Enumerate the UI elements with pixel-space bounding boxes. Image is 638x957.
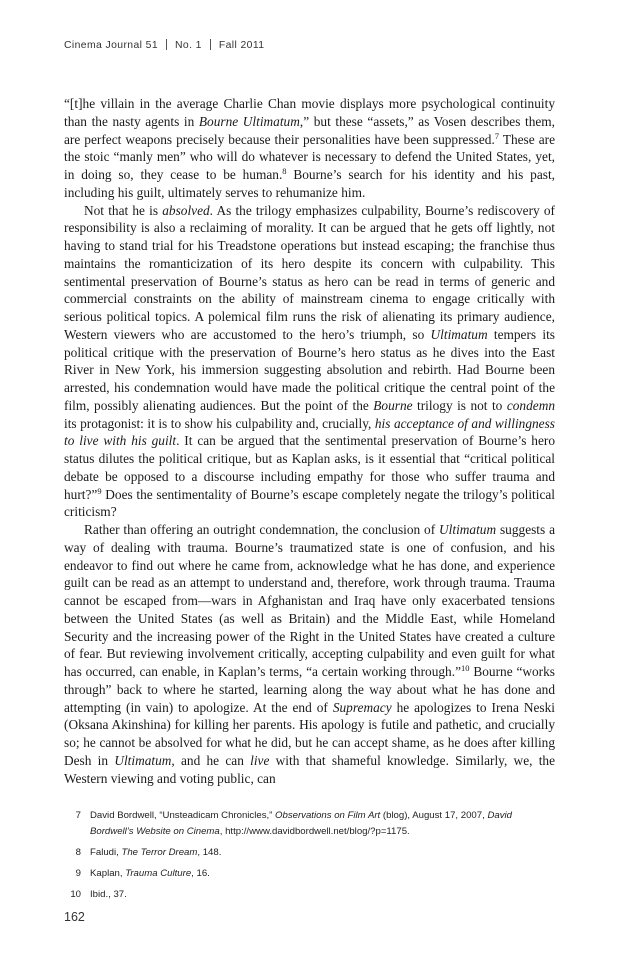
footnote [64, 866, 555, 882]
paragraph-3: Rather than offering an outright condemnation, the conclusion of Ultimatum suggests a way of dealing with trauma. Bourne’s traumatized state is one of confusion, and his endeavor to find out where he came from, acknowledge what he has done, and experience guilt can be read as an attempt to understand and, therefore, work through trauma. Trauma cannot be escaped from—wars in Afghanistan and Iraq have only exacerbated tensions between the United States (as well as Britain) and the Middle East, while Homeland Security and the increasing power of the Right in the United States have created a culture of fear. But reviewing involvement critically, accepting culpability and even guilt for what has occurred, can enable, in Kaplan’s terms, “a certain working through.”$^{10}$ Bourne “works through” back to where he started, learning along the way about what he has done and attempting (in vain) to apologize. At the end of Supremacy he apologizes to Irena Neski (Oksana Akinshina) for killing her parents. His apology is futile and pathetic, and crucially so; he cannot be absolved for what he did, but he can accept shame, as he does after killing Desh in Ultimatum, and he can live with that shameful knowledge. Similarly, we, the Western viewing and voting public, can [64, 522, 555, 786]
footnote-text: Kaplan, Trauma Culture, 16. [90, 868, 210, 879]
footnote-ref[interactable]: 9 [97, 485, 102, 496]
footnote-number: 8 [75, 847, 81, 858]
footnote-text: David Bordwell, “Unsteadicam Chronicles,” Observations on Film Art (blog), August 17, 2007, David Bordwell’s Website on Cinema, http://www.davidbordwell.net/blog/?p=1175. [90, 810, 512, 837]
footnotes [64, 808, 555, 908]
footnote-ref[interactable]: 8 [282, 166, 287, 176]
footnote-ref[interactable]: 7 [494, 130, 500, 141]
footnote [64, 808, 555, 840]
body-text [64, 95, 555, 787]
footnote-number: 7 [75, 810, 81, 821]
running-head [64, 39, 264, 51]
paragraph-1: “[t]he villain in the average Charlie Chan movie displays more psychological continuity than the nasty agents in Bourne Ultimatum,” but these “assets,” as Vosen describes them, are perfect weapons precisely because their personalities have been suppressed.$^7$ These are the stoic “manly men” who will do whatever is necessary to defend the United States, yet, in doing so, they cease to be human.$^8$ Bourne’s search for his identity and his past, including his guilt, ultimately serves to rehumanize him. [64, 96, 556, 200]
header-divider [166, 39, 167, 50]
footnote-text: Faludi, The Terror Dream, 148. [90, 847, 222, 858]
header-divider [210, 39, 211, 50]
issue-number: No. 1 [175, 40, 202, 51]
footnote-number: 9 [75, 868, 81, 879]
footnote-number: 10 [70, 889, 81, 900]
footnote [64, 887, 555, 903]
issue-season: Fall 2011 [218, 40, 265, 51]
journal-title: Cinema Journal 51 [64, 40, 159, 51]
paragraph-2: Not that he is absolved. As the trilogy emphasizes culpability, Bourne’s rediscovery of responsibility is also a reclaiming of morality. It can be argued that he gets off lightly, not having to stand trial for his Treadstone operations but instead escaping; the franchise thus maintains the romanticization of its hero despite its concern with culpability. This sentimental preservation of Bourne’s status as hero can be read in terms of generic and commercial constraints on the ability of mainstream cinema to engage critically with serious political topics. A polemical film runs the risk of alienating its primary audience, Western viewers who are accustomed to the hero’s triumph, so Ultimatum tempers its political critique with the preservation of Bourne’s hero status as he dives into the East River in New York, his immersion suggesting absolution and rebirth. Had Bourne been arrested, his condemnation would have made the political critique the central point of the film, possibly alienating audiences. But the point of the Bourne trilogy is not to condemn its protagonist: it is to show his culpability and, crucially, his acceptance of and willingness to live with his guilt. It can be argued that the sentimental preservation of Bourne’s hero status dilutes the political critique, but as Kaplan asks, is it essential that “critical political debate be opposed to a discourse including empathy for those who suffer trauma and hurt?”$^9$ Does the sentimentality of Bourne’s escape completely negate the trilogy’s political criticism? [64, 202, 555, 520]
footnote [64, 845, 555, 861]
page-number: 162 [64, 910, 85, 924]
footnote-text: Ibid., 37. [90, 889, 127, 900]
footnote-ref[interactable]: 10 [461, 663, 470, 673]
